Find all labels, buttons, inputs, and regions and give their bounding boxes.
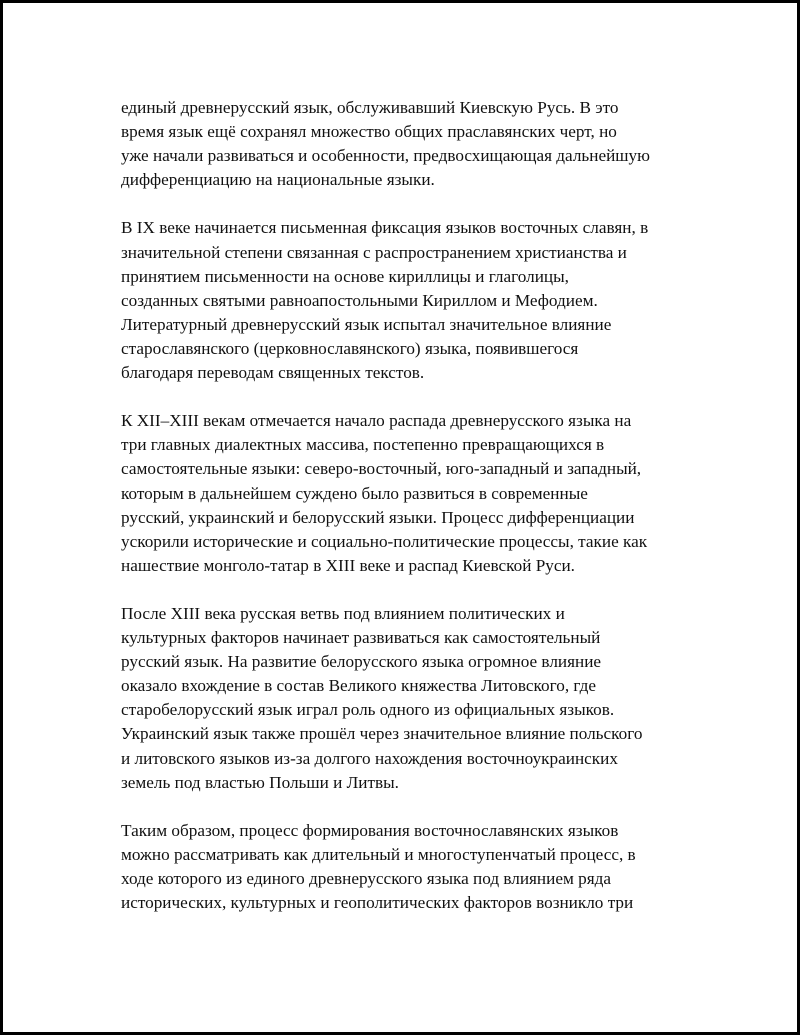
text-line: самостоятельные языки: северо-восточный, юго-западный и западный, — [121, 459, 642, 479]
text-line: принятием письменности на основе кириллицы и глаголицы, — [121, 266, 569, 286]
text-line: Таким образом, процесс формирования восточнославянских языков — [121, 820, 619, 840]
text-line: ускорили исторические и социально-политические процессы, такие как — [121, 531, 648, 551]
text-line: Литературный древнерусский язык испытал значительное влияние — [121, 314, 612, 334]
text-line: В IX веке начинается письменная фиксация языков восточных славян, в — [121, 218, 649, 238]
text-line: русский язык. На развитие белорусского языка огромное влияние — [121, 652, 602, 672]
paragraph-3 — [121, 409, 721, 578]
text-line: и литовского языков из-за долгого нахождения восточноукраинских — [121, 748, 618, 768]
document-body — [121, 96, 721, 939]
text-line: можно рассматривать как длительный и многоступенчатый процесс, в — [121, 844, 636, 864]
text-line: культурных факторов начинает развиваться как самостоятельный — [121, 628, 601, 648]
text-line: После XIII века русская ветвь под влиянием политических и — [121, 603, 565, 623]
text-line: земель под властью Польши и Литвы. — [121, 772, 399, 792]
text-line: которым в дальнейшем суждено было развиться в современные — [121, 483, 588, 503]
text-line: ходе которого из единого древнерусского языка под влиянием ряда — [121, 869, 612, 888]
text-line: старославянского (церковнославянского) языка, появившегося — [121, 338, 579, 358]
text-line: исторических, культурных и геополитических факторов возникло три — [121, 893, 634, 913]
text-line: три главных диалектных массива, постепенно превращающихся в — [121, 435, 605, 455]
paragraph-5 — [121, 819, 721, 915]
text-line: время язык ещё сохранял множество общих праславянских черт, но — [121, 122, 617, 142]
text-line: Украинский язык также прошёл через значительное влияние польского — [121, 724, 643, 744]
text-line: К XII–XIII векам отмечается начало распада древнерусского языка на — [121, 411, 632, 431]
text-line: единый древнерусский язык, обслуживавший Киевскую Русь. В это — [121, 98, 619, 117]
paragraph-2 — [121, 216, 721, 385]
text-line: нашествие монголо-татар в XIII веке и распад Киевской Руси. — [121, 555, 575, 575]
text-line: благодаря переводам священных текстов. — [121, 363, 425, 383]
text-line: дифференциацию на национальные языки. — [121, 170, 435, 190]
text-line: уже начали развиваться и особенности, предвосхищающая дальнейшую — [121, 146, 650, 166]
text-line: оказало вхождение в состав Великого княжества Литовского, где — [121, 676, 596, 696]
paragraph-1 — [121, 96, 721, 192]
text-line: русский, украинский и белорусский языки. Процесс дифференциации — [121, 507, 635, 527]
text-line: созданных святыми равноапостольными Кириллом и Мефодием. — [121, 290, 598, 310]
paragraph-4 — [121, 602, 721, 795]
text-line: значительной степени связанная с распространением христианства и — [121, 242, 627, 262]
text-line: старобелорусский язык играл роль одного из официальных языков. — [121, 700, 615, 720]
